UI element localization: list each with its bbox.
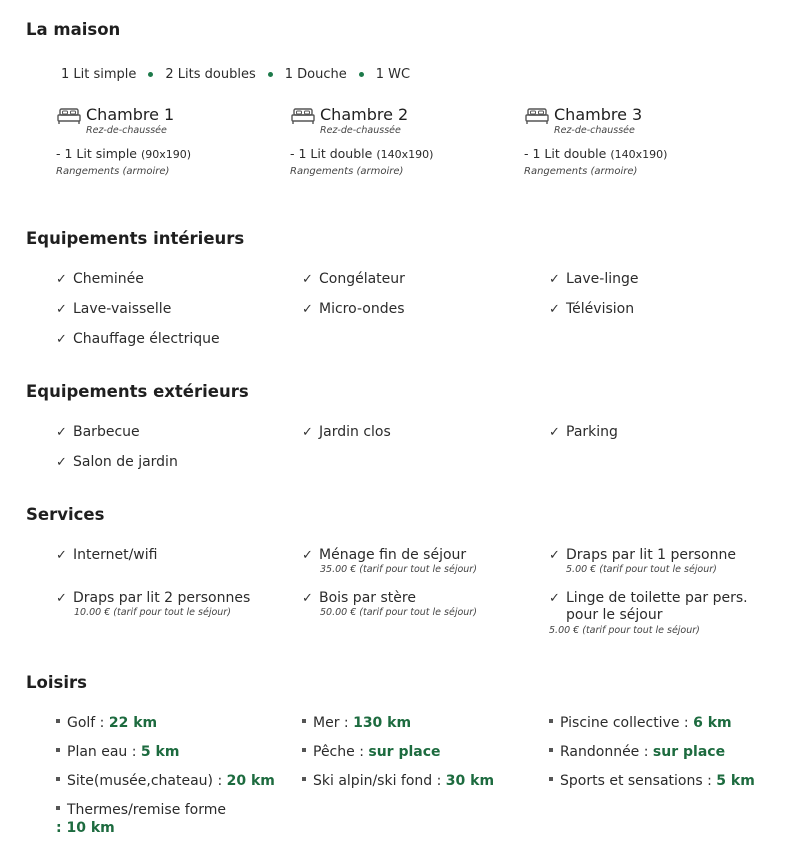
room-bed-label: - 1 Lit simple: [56, 146, 137, 161]
service-item-label: Linge de toilette par pers.: [566, 590, 748, 606]
leisure-item: [302, 744, 441, 760]
checkmark-icon: ✓: [302, 272, 313, 287]
leisure-label: Mer :: [313, 715, 349, 731]
leisure-distance: 20 km: [226, 773, 275, 789]
checkmark-icon: ✓: [549, 302, 560, 317]
leisure-label: Plan eau :: [67, 744, 137, 760]
summary-wc: 1 WC: [375, 67, 411, 82]
interior-item: [56, 271, 144, 287]
bullet-icon: [56, 719, 60, 723]
service-item: [56, 590, 250, 618]
summary-single-beds: 1 Lit simple: [61, 67, 137, 82]
room-card-3: [524, 106, 744, 177]
leisure-item: [549, 715, 732, 731]
service-item-label: Draps par lit 1 personne: [566, 547, 736, 563]
interior-item: [549, 271, 638, 287]
service-price-note: 50.00 € (tarif pour tout le séjour): [320, 607, 477, 618]
bullet-icon: [56, 806, 60, 810]
house-summary: [61, 67, 410, 82]
bullet-icon: [56, 777, 60, 781]
leisure-item: [56, 773, 275, 789]
leisure-label: Sports et sensations :: [560, 773, 712, 789]
leisure-item: [549, 744, 725, 760]
checkmark-icon: ✓: [56, 591, 67, 606]
section-title-exterior: Equipements extérieurs: [26, 382, 249, 401]
checkmark-icon: ✓: [56, 455, 67, 470]
room-name: Chambre 3: [554, 105, 643, 124]
checkmark-icon: ✓: [302, 548, 313, 563]
checkmark-icon: ✓: [56, 302, 67, 317]
interior-item-label: Lave-linge: [566, 271, 639, 287]
exterior-item-label: Parking: [566, 424, 618, 440]
interior-item-label: Micro-ondes: [319, 301, 405, 317]
checkmark-icon: ✓: [549, 272, 560, 287]
room-bed-dimensions: (140x190): [376, 148, 434, 161]
leisure-label: Thermes/remise forme: [67, 802, 227, 818]
checkmark-icon: ✓: [549, 548, 560, 563]
bullet-icon: [549, 748, 553, 752]
separator-dot: [359, 72, 364, 77]
checkmark-icon: ✓: [56, 425, 67, 440]
room-storage: Rangements (armoire): [56, 166, 170, 177]
leisure-item: [549, 773, 755, 789]
service-item: [302, 547, 477, 575]
leisure-item: [302, 773, 494, 789]
exterior-item: [302, 424, 391, 440]
room-bed: [524, 146, 744, 161]
interior-item: [549, 301, 634, 317]
service-item-label: Ménage fin de séjour: [319, 547, 467, 563]
leisure-distance: 5 km: [140, 744, 180, 760]
leisure-label: Golf :: [67, 715, 105, 731]
room-bed: [290, 146, 510, 161]
bullet-icon: [549, 719, 553, 723]
service-item-label-line2: pour le séjour: [566, 607, 663, 623]
exterior-item: [549, 424, 618, 440]
section-title-services: Services: [26, 505, 105, 524]
room-floor: Rez-de-chaussée: [554, 125, 635, 136]
service-price-note: 10.00 € (tarif pour tout le séjour): [74, 607, 231, 618]
leisure-distance: 130 km: [353, 715, 412, 731]
leisure-item: [302, 715, 411, 731]
room-storage: Rangements (armoire): [290, 166, 404, 177]
section-title-house: La maison: [26, 20, 121, 39]
service-price-note: 35.00 € (tarif pour tout le séjour): [320, 564, 477, 575]
service-item-label: Bois par stère: [319, 590, 416, 606]
interior-item: [56, 301, 171, 317]
leisure-item: [56, 744, 179, 760]
leisure-distance: sur place: [652, 744, 726, 760]
leisure-distance: 22 km: [108, 715, 158, 731]
room-name: Chambre 1: [86, 105, 175, 124]
interior-item-label: Chauffage électrique: [73, 331, 220, 347]
bullet-icon: [302, 777, 306, 781]
separator-dot: [148, 72, 153, 77]
service-price-note: 5.00 € (tarif pour tout le séjour): [549, 625, 700, 636]
exterior-item-label: Salon de jardin: [73, 454, 178, 470]
exterior-item: [56, 454, 178, 470]
service-item-label: Internet/wifi: [73, 547, 158, 563]
interior-item: [302, 301, 404, 317]
interior-item-label: Cheminée: [73, 271, 144, 287]
bed-icon: [56, 107, 82, 125]
summary-showers: 1 Douche: [284, 67, 347, 82]
checkmark-icon: ✓: [56, 548, 67, 563]
interior-item-label: Congélateur: [319, 271, 405, 287]
leisure-distance: 6 km: [693, 715, 732, 731]
room-storage: Rangements (armoire): [524, 166, 638, 177]
exterior-item-label: Jardin clos: [319, 424, 391, 440]
service-item: [549, 590, 748, 636]
checkmark-icon: ✓: [302, 425, 313, 440]
interior-item: [302, 271, 405, 287]
leisure-label: Piscine collective :: [560, 715, 689, 731]
leisure-item: [56, 715, 157, 731]
room-bed-label: - 1 Lit double: [524, 146, 607, 161]
checkmark-icon: ✓: [56, 272, 67, 287]
service-item: [302, 590, 477, 618]
service-price-note: 5.00 € (tarif pour tout le séjour): [566, 564, 717, 575]
summary-double-beds: 2 Lits doubles: [165, 67, 256, 82]
bullet-icon: [302, 748, 306, 752]
interior-item-label: Télévision: [566, 301, 635, 317]
interior-item: [56, 331, 220, 347]
leisure-label: Randonnée :: [560, 744, 649, 760]
bed-icon: [290, 107, 316, 125]
exterior-item-label: Barbecue: [73, 424, 140, 440]
interior-item-label: Lave-vaisselle: [73, 301, 172, 317]
room-name: Chambre 2: [320, 105, 409, 124]
exterior-item: [56, 424, 140, 440]
leisure-distance: sur place: [368, 744, 441, 760]
checkmark-icon: ✓: [549, 425, 560, 440]
room-floor: Rez-de-chaussée: [320, 125, 401, 136]
checkmark-icon: ✓: [549, 591, 560, 606]
room-card-1: [56, 106, 276, 177]
room-bed-dimensions: (140x190): [610, 148, 668, 161]
service-item-label: Draps par lit 2 personnes: [73, 590, 251, 606]
room-floor: Rez-de-chaussée: [86, 125, 167, 136]
room-bed: [56, 146, 276, 161]
checkmark-icon: ✓: [56, 332, 67, 347]
leisure-item: [56, 802, 226, 836]
bullet-icon: [302, 719, 306, 723]
leisure-label: Pêche :: [313, 744, 364, 760]
leisure-distance: 5 km: [716, 773, 755, 789]
leisure-label: Ski alpin/ski fond :: [313, 773, 442, 789]
room-bed-label: - 1 Lit double: [290, 146, 373, 161]
service-item: [549, 547, 736, 575]
checkmark-icon: ✓: [302, 302, 313, 317]
bullet-icon: [56, 748, 60, 752]
room-bed-dimensions: (90x190): [140, 148, 192, 161]
checkmark-icon: ✓: [302, 591, 313, 606]
leisure-distance: 30 km: [445, 773, 495, 789]
service-item: [56, 547, 157, 563]
section-title-interior: Equipements intérieurs: [26, 229, 245, 248]
leisure-label: Site(musée,chateau) :: [67, 773, 223, 789]
bed-icon: [524, 107, 550, 125]
leisure-distance: : 10 km: [56, 820, 115, 836]
section-title-leisure: Loisirs: [26, 673, 87, 692]
separator-dot: [268, 72, 273, 77]
bullet-icon: [549, 777, 553, 781]
room-card-2: [290, 106, 510, 177]
